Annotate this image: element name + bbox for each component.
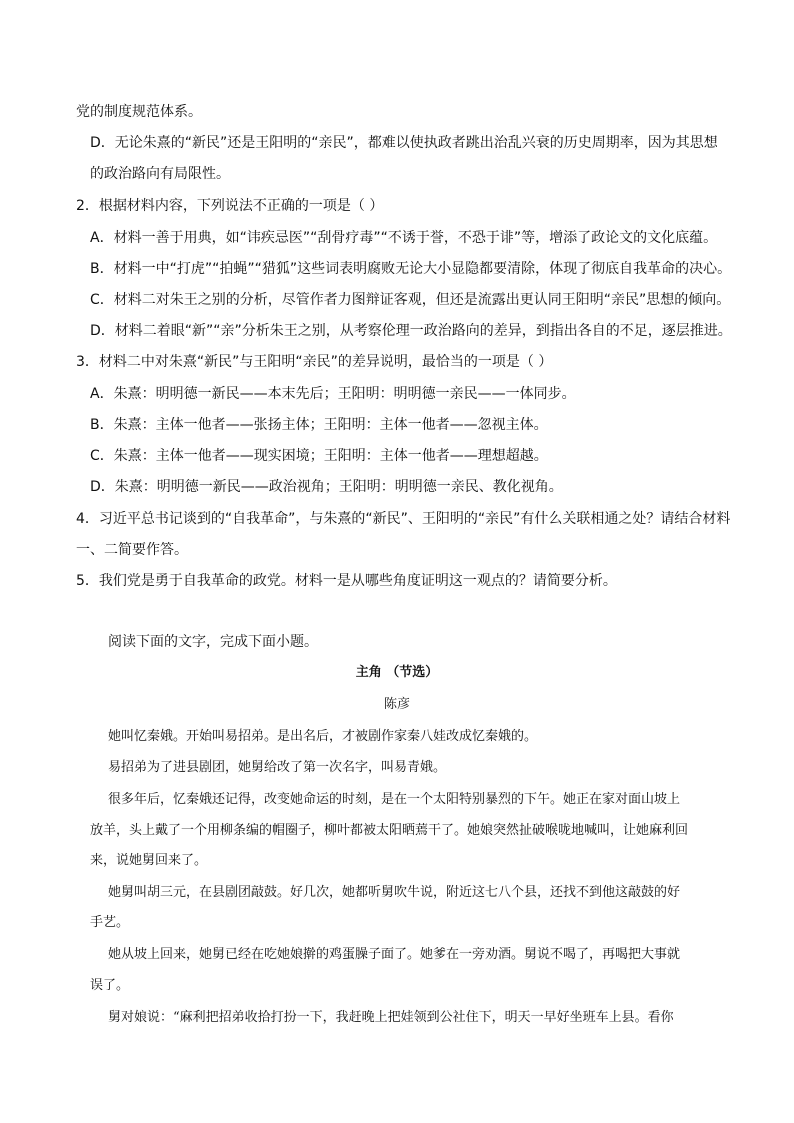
passage-paragraph-continued: 放羊，头上戴了一个用柳条编的帽圈子，柳叶都被太阳晒蔫干了。她娘突然扯破喉咙地喊叫，让她麻利回: [90, 823, 689, 838]
passage-title: 主角 （节选）: [355, 665, 439, 680]
question-3-stem: 3．材料二中对朱熹“新民”与王阳明“亲民”的差异说明，最恰当的一项是（ ）: [76, 354, 553, 370]
reading-intro: 阅读下面的文字，完成下面小题。: [108, 634, 318, 650]
q3-option-a: A．朱熹：明明德一新民——本末先后；王阳明：明明德一亲民——一体同步。: [90, 386, 576, 402]
passage-author: 陈彦: [383, 697, 410, 712]
passage-paragraph: 很多年后，忆秦娥还记得，改变她命运的时刻，是在一个太阳特别暴烈的下午。她正在家对面山坡上: [108, 792, 681, 807]
q3-option-b: B．朱熹：主体一他者——张扬主体；王阳明：主体一他者——忽视主体。: [90, 417, 548, 433]
question-4-stem: 4．习近平总书记谈到的“自我革命”，与朱熹的“新民”、王阳明的“亲民”有什么关联相通之处？请结合材料: [76, 511, 731, 527]
q3-option-c: C．朱熹：主体一他者——现实困境；王阳明：主体一他者——理想超越。: [90, 448, 548, 464]
passage-paragraph-continued: 误了。: [90, 978, 130, 993]
q2-option-b: B．材料一中“打虎”“拍蝇”“猎狐”这些词表明腐败无论大小显隐都要清除，体现了彻底自我革命的决心。: [90, 261, 732, 277]
q2-option-d: D．材料二着眼“新”“亲”分析朱王之别，从考察伦理一政治路向的差异，到指出各自的不足，逐层推进。: [90, 323, 732, 339]
passage-paragraph: 易招弟为了进县剧团，她舅给改了第一次名字，叫易青娥。: [108, 760, 447, 775]
passage-paragraph: 舅对娘说：“麻利把招弟收拾打扮一下，我赶晚上把娃领到公社住下，明天一早好坐班车上县。看你: [108, 1010, 674, 1025]
passage-paragraph: 她舅叫胡三元，在县剧团敲鼓。好几次，她都听舅吹牛说，附近这七八个县，还找不到他这敲鼓的好: [108, 885, 681, 900]
passage-paragraph: 她从坡上回来，她舅已经在吃她娘擀的鸡蛋臊子面了。她爹在一旁劝酒。舅说不喝了，再喝把大事就: [108, 947, 681, 962]
continued-text: 党的制度规范体系。: [76, 104, 202, 120]
q3-option-d: D．朱熹：明明德一新民——政治视角；王阳明：明明德一亲民、教化视角。: [90, 479, 563, 495]
question-2-stem: 2．根据材料内容，下列说法不正确的一项是（ ）: [76, 198, 384, 214]
question-4-stem-continued: 一、二简要作答。: [76, 542, 188, 558]
passage-paragraph-continued: 来，说她舅回来了。: [90, 853, 208, 868]
question-5-stem: 5．我们党是勇于自我革命的政党。材料一是从哪些角度证明这一观点的？请简要分析。: [76, 573, 617, 589]
q2-option-c: C．材料二对朱王之别的分析，尽管作者力图辩证客观，但还是流露出更认同王阳明“亲民”思想的倾向。: [90, 292, 731, 308]
passage-paragraph-continued: 手艺。: [90, 915, 130, 930]
passage-paragraph: 她叫忆秦娥。开始叫易招弟。是出名后，才被剧作家秦八娃改成忆秦娥的。: [108, 729, 538, 744]
q1-option-d-continued: 的政治路向有局限性。: [90, 166, 230, 182]
q1-option-d: D．无论朱熹的“新民”还是王阳明的“亲民”，都难以使执政者跳出治乱兴衰的历史周期率，因为其思想: [90, 135, 718, 151]
q2-option-a: A．材料一善于用典，如“讳疾忌医”“刮骨疗毒”“不诱于誉，不恐于诽”等，增添了政论文的文化底蕴。: [90, 230, 718, 246]
